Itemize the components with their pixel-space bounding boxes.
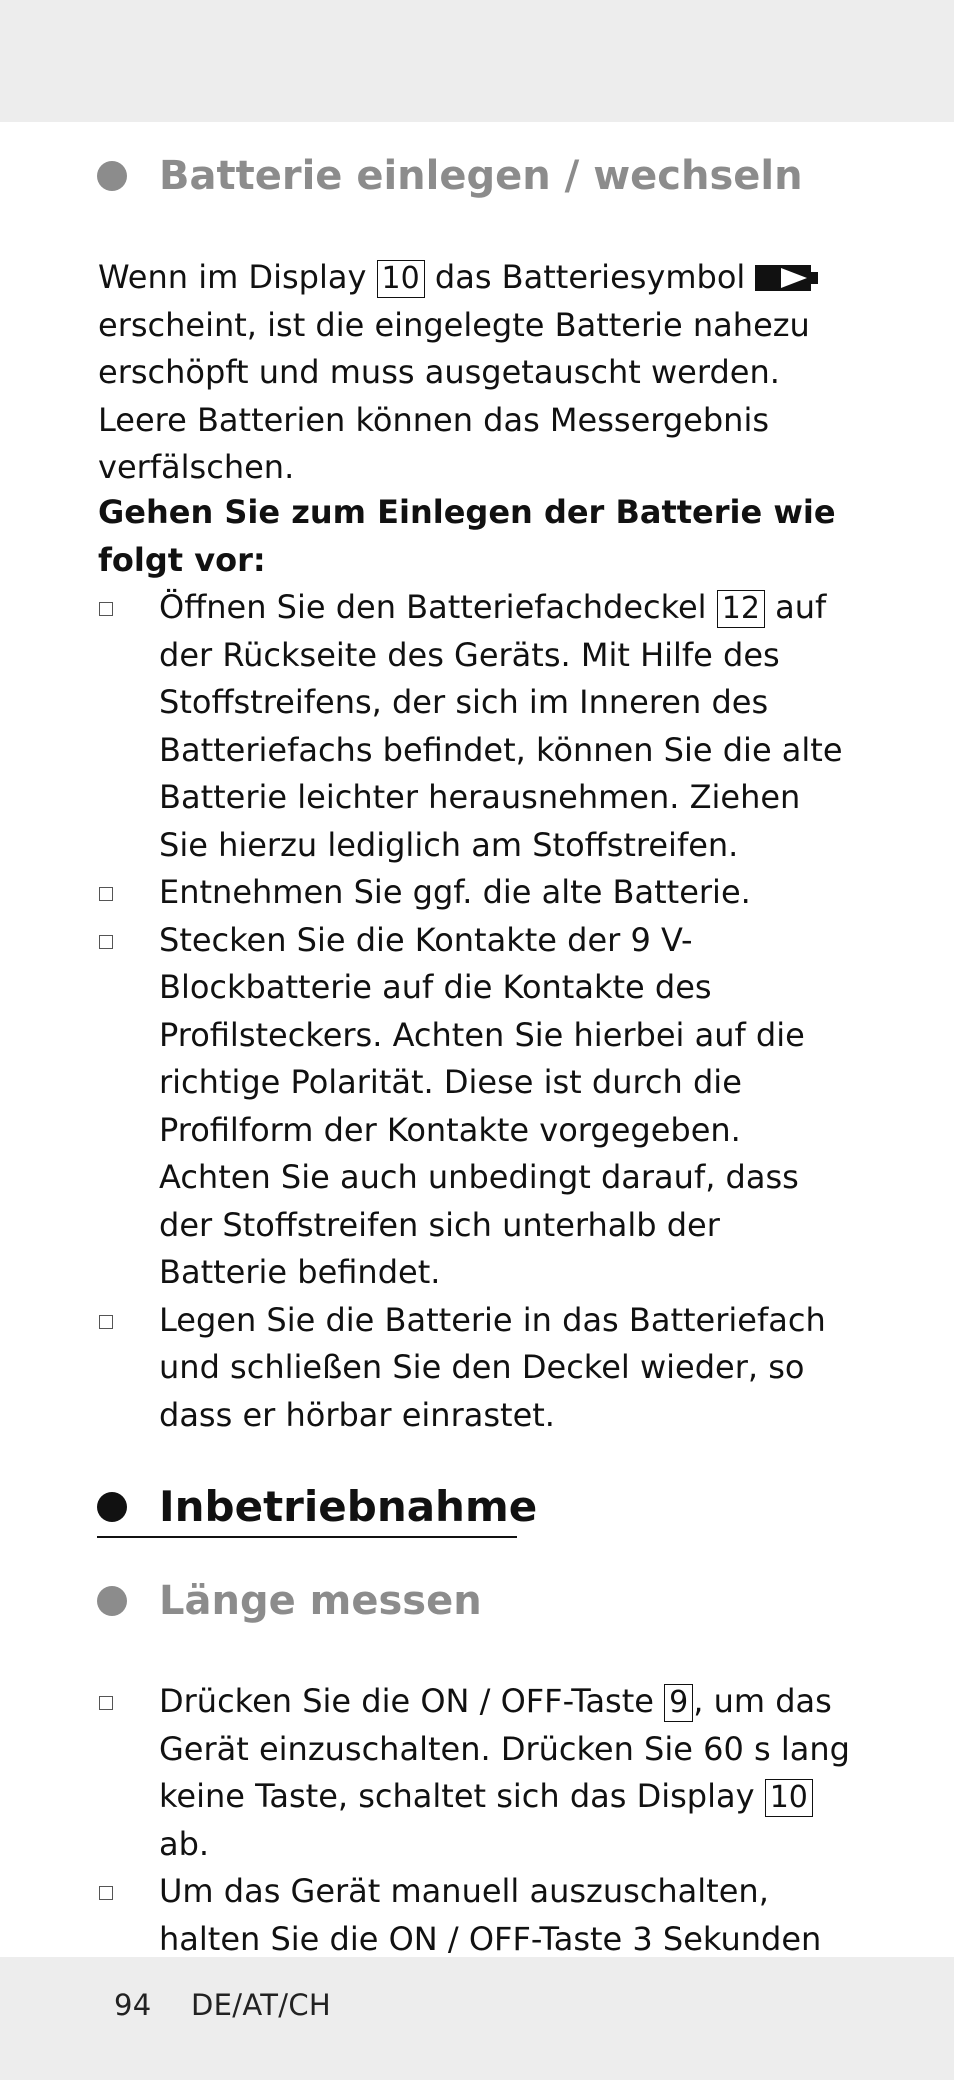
bullet-dot-icon <box>97 161 127 191</box>
checkbox-square-icon <box>99 935 113 949</box>
heading-underline <box>97 1536 517 1538</box>
reference-number: 10 <box>765 1779 813 1817</box>
battery-low-icon <box>755 265 819 291</box>
heading-text: Inbetriebnahme <box>159 1482 538 1531</box>
list-item: Stecken Sie die Kontakte der 9 V-Blockbatterie auf die Kontakte des Profilsteckers. Achten Sie hierbei auf die richtige Polarität. Diese ist durch die Profilform der Kontakte vorgegeben. Achten Sie auch unbedingt darauf, dass der Stoffstreifen sich unterhalb der Batterie befindet. <box>98 917 858 1297</box>
battery-steps-list <box>98 584 858 1439</box>
list-item: Um das Gerät manuell auszuschalten, halten Sie die ON / OFF-Taste 3 Sekunden <box>98 1868 858 2011</box>
list-item: Entnehmen Sie ggf. die alte Batterie. <box>98 869 858 917</box>
checkbox-square-icon <box>99 1696 113 1710</box>
reference-number: 9 <box>664 1684 693 1722</box>
heading-text: Batterie einlegen / wechseln <box>159 153 803 199</box>
reference-number: 12 <box>717 590 765 628</box>
locale-label: DE/AT/CH <box>191 1988 331 2022</box>
para-text: Wenn im Display <box>98 258 367 296</box>
checkbox-square-icon <box>99 1315 113 1329</box>
list-item: Öffnen Sie den Batteriefachdeckel 12 auf der Rückseite des Geräts. Mit Hilfe des Stoffstreifens, der sich im Inneren des Batteriefachs befindet, können Sie die alte Batterie leichter herausnehmen. Ziehen Sie hierzu lediglich am Stoffstreifen. <box>98 584 858 869</box>
instruction-intro: Gehen Sie zum Einlegen der Batterie wie folgt vor: <box>98 493 836 579</box>
para-text: erscheint, ist die eingelegte Batterie nahezu erschöpft und muss ausgetauscht werden. Leere Batterien können das Messergebnis verfälschen. <box>98 305 810 486</box>
bullet-dot-icon <box>97 1586 127 1616</box>
heading-text: Länge messen <box>159 1578 482 1624</box>
list-item: Legen Sie die Batterie in das Batteriefach und schließen Sie den Deckel wieder, so dass er hörbar einrastet. <box>98 1297 858 1440</box>
battery-intro-paragraph <box>98 254 838 492</box>
section-heading-battery <box>97 153 803 199</box>
top-band <box>0 0 954 122</box>
checkbox-square-icon <box>99 1886 113 1900</box>
list-item: Drücken Sie die ON / OFF-Taste 9 , um das Gerät einzuschalten. Drücken Sie 60 s lang keine Taste, schaltet sich das Display 10 ab. <box>98 1678 858 1868</box>
checkbox-square-icon <box>99 887 113 901</box>
checkbox-square-icon <box>99 602 113 616</box>
reference-number: 10 <box>377 260 425 298</box>
para-text: das Batteriesymbol <box>434 258 746 296</box>
section-heading-measure <box>97 1578 482 1624</box>
bullet-dot-icon <box>97 1492 127 1522</box>
page-number: 94 <box>114 1988 152 2022</box>
page-footer <box>114 1988 331 2022</box>
section-heading-operation <box>97 1482 537 1531</box>
